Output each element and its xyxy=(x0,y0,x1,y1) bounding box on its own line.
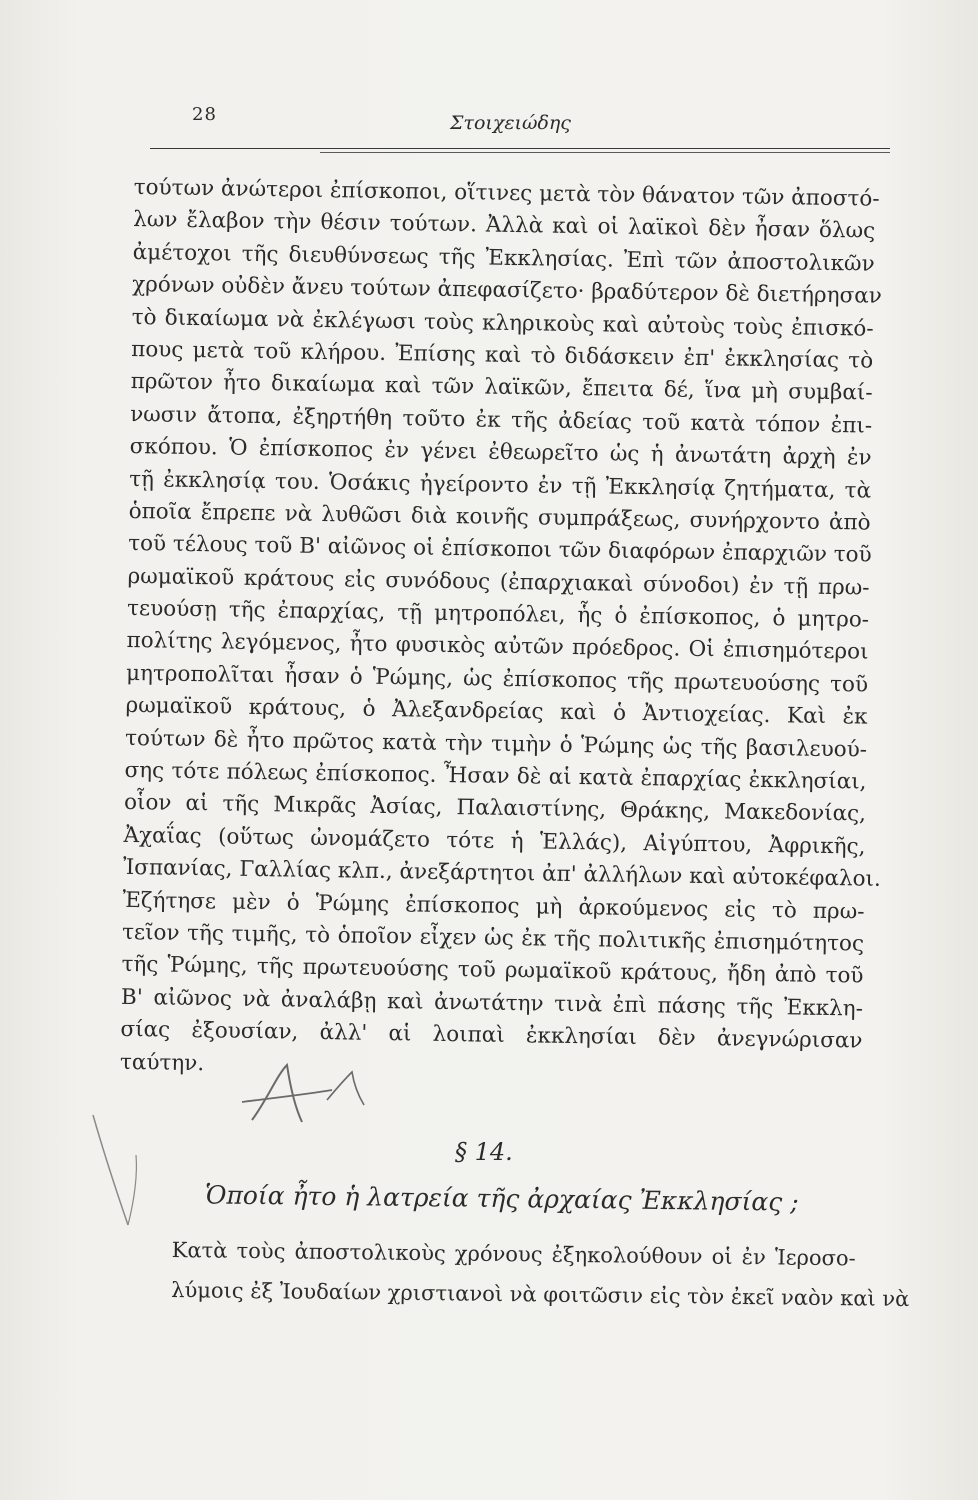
text-line: τευούσῃ τῆς ἐπαρχίας, τῇ μητροπόλει, ἧς ὁ ἐπίσκοπος, ὁ μητρο- xyxy=(126,596,870,633)
text-line: μητροπολῖται ἦσαν ὁ Ῥώμης, ὡς ἐπίσκοπος τῆς πρωτευούσης τοῦ xyxy=(125,660,869,698)
handwritten-mark xyxy=(232,1060,382,1130)
header-rule-secondary xyxy=(320,152,890,153)
running-title: Στοιχειώδης xyxy=(450,112,571,134)
text-line: τεῖον τῆς τιμῆς, τὸ ὁποῖον εἶχεν ὡς ἐκ τῆς πολιτικῆς ἐπισημότητος xyxy=(121,919,865,957)
text-line: λων ἔλαβον τὴν θέσιν τούτων. Ἀλλὰ καὶ οἱ λαϊκοὶ δὲν ἦσαν ὅλως xyxy=(133,207,876,245)
text-line: οἷον αἱ τῆς Μικρᾶς Ἀσίας, Παλαιστίνης, Θράκης, Μακεδονίας, xyxy=(123,790,867,827)
text-line: τὸ δικαίωμα νὰ ἐκλέγωσι τοὺς κληρικοὺς καὶ αὐτοὺς τοὺς ἐπισκό- xyxy=(131,304,874,342)
text-line: σίας ἐξουσίαν, ἀλλ' αἱ λοιπαὶ ἐκκλησίαι δὲν ἀνεγνώρισαν xyxy=(120,1017,863,1054)
text-line: πους μετὰ τοῦ κλήρου. Ἐπίσης καὶ τὸ διδάσκειν ἐπ' ἐκκλησίας τὸ xyxy=(131,336,874,374)
text-line: Ἀχαΐας (οὕτως ὠνομάζετο τότε ἡ Ἑλλάς), Αἰγύπτου, Ἀφρικῆς, xyxy=(123,822,866,860)
text-line: ὁποῖα ἔπρεπε νὰ λυθῶσι διὰ κοινῆς συμπράξεως, συνήρχοντο ἀπὸ xyxy=(128,498,871,536)
margin-pencil-mark xyxy=(88,1110,148,1230)
section-title: Ὁποία ἦτο ἡ λατρεία τῆς ἀρχαίας Ἐκκλησίας ; xyxy=(204,1180,799,1217)
main-paragraph xyxy=(119,172,883,1090)
section-paragraph xyxy=(171,1230,910,1318)
text-line: Ἰσπανίας, Γαλλίας κλπ., ἀνεξάρτητοι ἀπ' ἀλλήλων καὶ αὐτοκέφαλοι. xyxy=(122,855,881,893)
text-line: Ἐζήτησε μὲν ὁ Ῥώμης ἐπίσκοπος μὴ ἀρκούμενος εἰς τὸ πρω- xyxy=(122,887,865,925)
text-line: ἀμέτοχοι τῆς διευθύνσεως τῆς Ἐκκλησίας. Ἐπὶ τῶν ἀποστολικῶν xyxy=(132,239,875,277)
page-number: 28 xyxy=(192,104,217,125)
text-line: ρωμαϊκοῦ κράτους εἰς συνόδους (ἐπαρχιακαὶ σύνοδοι) ἐν τῇ πρω- xyxy=(127,563,870,601)
text-line: λύμοις ἐξ Ἰουδαίων χριστιανοὶ νὰ φοιτῶσιν εἰς τὸν ἐκεῖ ναὸν καὶ νὰ xyxy=(171,1277,910,1312)
text-line: Κατὰ τοὺς ἀποστολικοὺς χρόνους ἐξηκολούθουν οἱ ἐν Ἱεροσο- xyxy=(171,1237,856,1271)
text-line: σκόπου. Ὁ ἐπίσκοπος ἐν γένει ἐθεωρεῖτο ὡς ἡ ἀνωτάτη ἀρχὴ ἐν xyxy=(129,434,872,471)
text-line: ταύτην. xyxy=(119,1049,205,1076)
text-line: χρόνων οὐδὲν ἄνευ τούτων ἀπεφασίζετο· βραδύτερον δὲ διετήρησαν xyxy=(132,272,883,309)
text-line: νωσιν ἄτοπα, ἐξηρτήθη τοῦτο ἐκ τῆς ἀδείας τοῦ κατὰ τόπον ἐπι- xyxy=(129,401,873,439)
text-line: τούτων δὲ ἦτο πρῶτος κατὰ τὴν τιμὴν ὁ Ῥώμης ὡς τῆς βασιλευού- xyxy=(124,725,868,763)
text-line: σης τότε πόλεως ἐπίσκοπος. Ἦσαν δὲ αἱ κατὰ ἐπαρχίας ἐκκλησίαι, xyxy=(124,757,867,795)
page-header xyxy=(150,102,890,142)
text-line: πολίτης λεγόμενος, ἦτο φυσικὸς αὐτῶν πρόεδρος. Οἱ ἐπισημότεροι xyxy=(126,628,869,666)
text-line: τοῦ τέλους τοῦ Β' αἰῶνος οἱ ἐπίσκοποι τῶν διαφόρων ἐπαρχιῶν τοῦ xyxy=(127,531,872,568)
text-line: τούτων ἀνώτεροι ἐπίσκοποι, οἵτινες μετὰ τὸν θάνατον τῶν ἀποστό- xyxy=(133,174,880,212)
text-line: πρῶτον ἦτο δικαίωμα καὶ τῶν λαϊκῶν, ἔπειτα δέ, ἵνα μὴ συμβαί- xyxy=(130,369,873,406)
text-line: Β' αἰῶνος νὰ ἀναλάβῃ καὶ ἀνωτάτην τινὰ ἐπὶ πάσης τῆς Ἐκκλη- xyxy=(120,984,864,1022)
section-number: § 14. xyxy=(455,1138,513,1166)
text-line: τῇ ἐκκλησίᾳ του. Ὁσάκις ἠγείροντο ἐν τῇ Ἐκκλησίᾳ ζητήματα, τὰ xyxy=(128,466,872,504)
text-line: τῆς Ῥώμης, τῆς πρωτευούσης τοῦ ρωμαϊκοῦ κράτους, ἤδη ἀπὸ τοῦ xyxy=(121,952,864,989)
header-rule xyxy=(150,148,890,149)
text-line: ρωμαϊκοῦ κράτους, ὁ Ἀλεξανδρείας καὶ ὁ Ἀντιοχείας. Καὶ ἐκ xyxy=(125,693,868,730)
